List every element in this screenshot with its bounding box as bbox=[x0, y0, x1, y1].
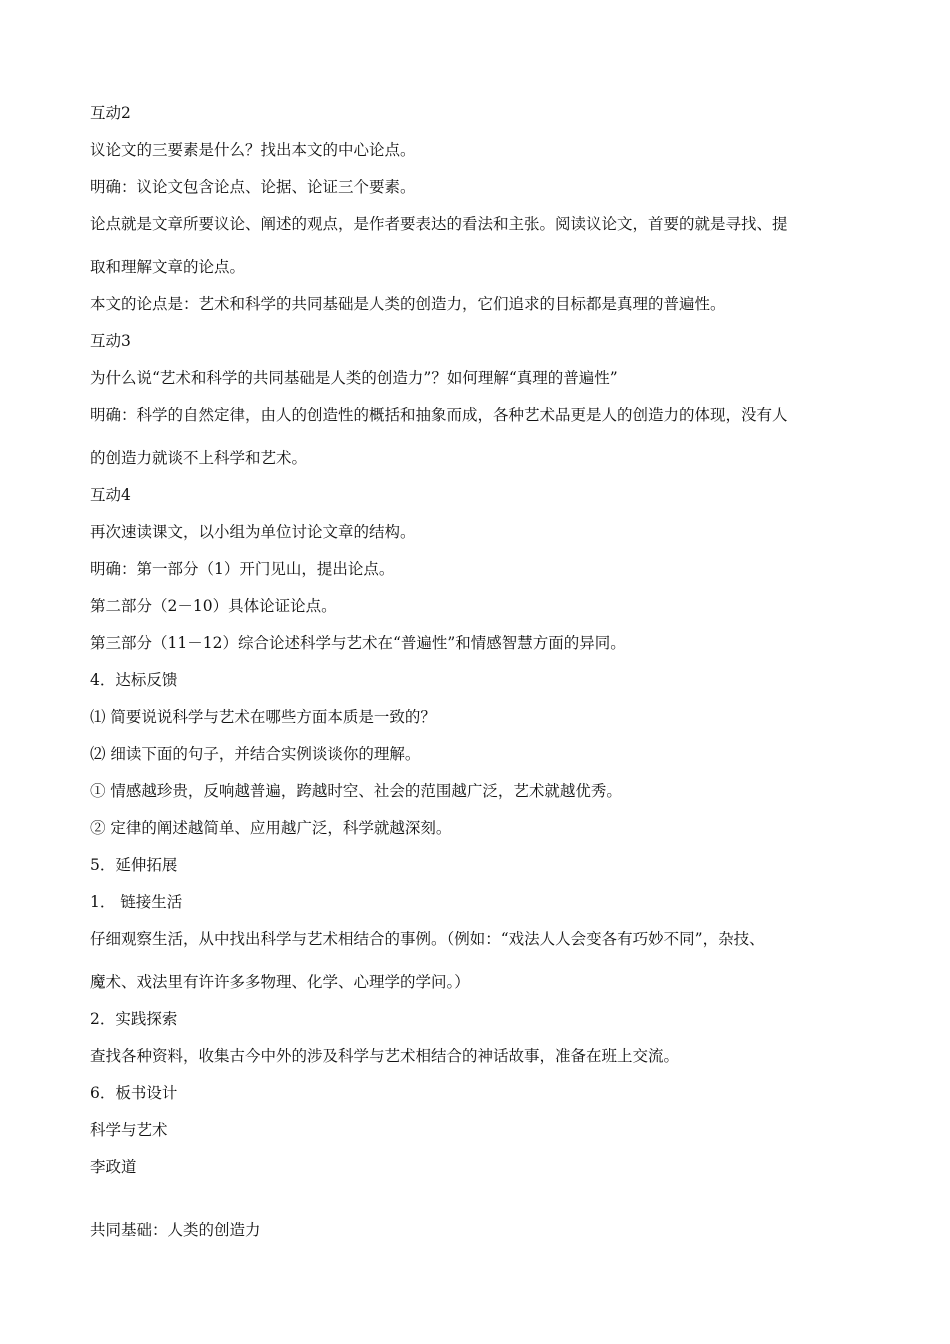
question-line: 为什么说“艺术和科学的共同基础是人类的创造力”？如何理解“真理的普遍性” bbox=[90, 369, 618, 387]
heading-interaction-3: 互动3 bbox=[90, 332, 131, 350]
board-author: 李政道 bbox=[90, 1158, 137, 1176]
exercise-subitem: ① 情感越珍贵，反响越普遍，跨越时空、社会的范围越广泛，艺术就越优秀。 bbox=[90, 782, 622, 800]
thesis-line: 本文的论点是：艺术和科学的共同基础是人类的创造力，它们追求的目标都是真理的普遍性。 bbox=[90, 295, 726, 313]
structure-line: 第三部分（11－12）综合论述科学与艺术在“普遍性”和情感智慧方面的异同。 bbox=[90, 634, 626, 652]
section-heading: 6．板书设计 bbox=[90, 1084, 178, 1102]
board-title: 科学与艺术 bbox=[90, 1121, 168, 1139]
exercise-subitem: ② 定律的阐述越简单、应用越广泛，科学就越深刻。 bbox=[90, 819, 452, 837]
paragraph-line: 取和理解文章的论点。 bbox=[90, 258, 246, 276]
answer-line: 的创造力就谈不上科学和艺术。 bbox=[90, 449, 308, 467]
structure-line: 第二部分（2－10）具体论证论点。 bbox=[90, 597, 337, 615]
heading-interaction-2: 互动2 bbox=[90, 104, 131, 122]
board-point: 共同基础：人类的创造力 bbox=[90, 1221, 261, 1239]
paragraph-line: 魔术、戏法里有许许多多物理、化学、心理学的学问。） bbox=[90, 973, 470, 991]
task-line: 再次速读课文，以小组为单位讨论文章的结构。 bbox=[90, 523, 416, 541]
question-line: 议论文的三要素是什么？找出本文的中心论点。 bbox=[90, 141, 416, 159]
paragraph-line: 论点就是文章所要议论、阐述的观点，是作者要表达的看法和主张。阅读议论文，首要的就是寻找、提 bbox=[90, 215, 788, 233]
section-heading: 4．达标反馈 bbox=[90, 671, 178, 689]
answer-line: 明确：第一部分（1）开门见山，提出论点。 bbox=[90, 560, 395, 578]
exercise-item: ⑴ 简要说说科学与艺术在哪些方面本质是一致的？ bbox=[90, 708, 436, 726]
answer-line: 明确：议论文包含论点、论据、论证三个要素。 bbox=[90, 178, 416, 196]
heading-interaction-4: 互动4 bbox=[90, 486, 131, 504]
section-heading: 5．延伸拓展 bbox=[90, 856, 178, 874]
paragraph-line: 查找各种资料，收集古今中外的涉及科学与艺术相结合的神话故事，准备在班上交流。 bbox=[90, 1047, 680, 1065]
paragraph-line: 仔细观察生活，从中找出科学与艺术相结合的事例。（例如：“戏法人人会变各有巧妙不同”，杂技、 bbox=[90, 930, 765, 948]
answer-line: 明确：科学的自然定律，由人的创造性的概括和抽象而成，各种艺术品更是人的创造力的体现，没有人 bbox=[90, 406, 788, 424]
subsection-heading: 2．实践探索 bbox=[90, 1010, 178, 1028]
exercise-item: ⑵ 细读下面的句子，并结合实例谈谈你的理解。 bbox=[90, 745, 421, 763]
subsection-heading: 1． 链接生活 bbox=[90, 893, 183, 911]
